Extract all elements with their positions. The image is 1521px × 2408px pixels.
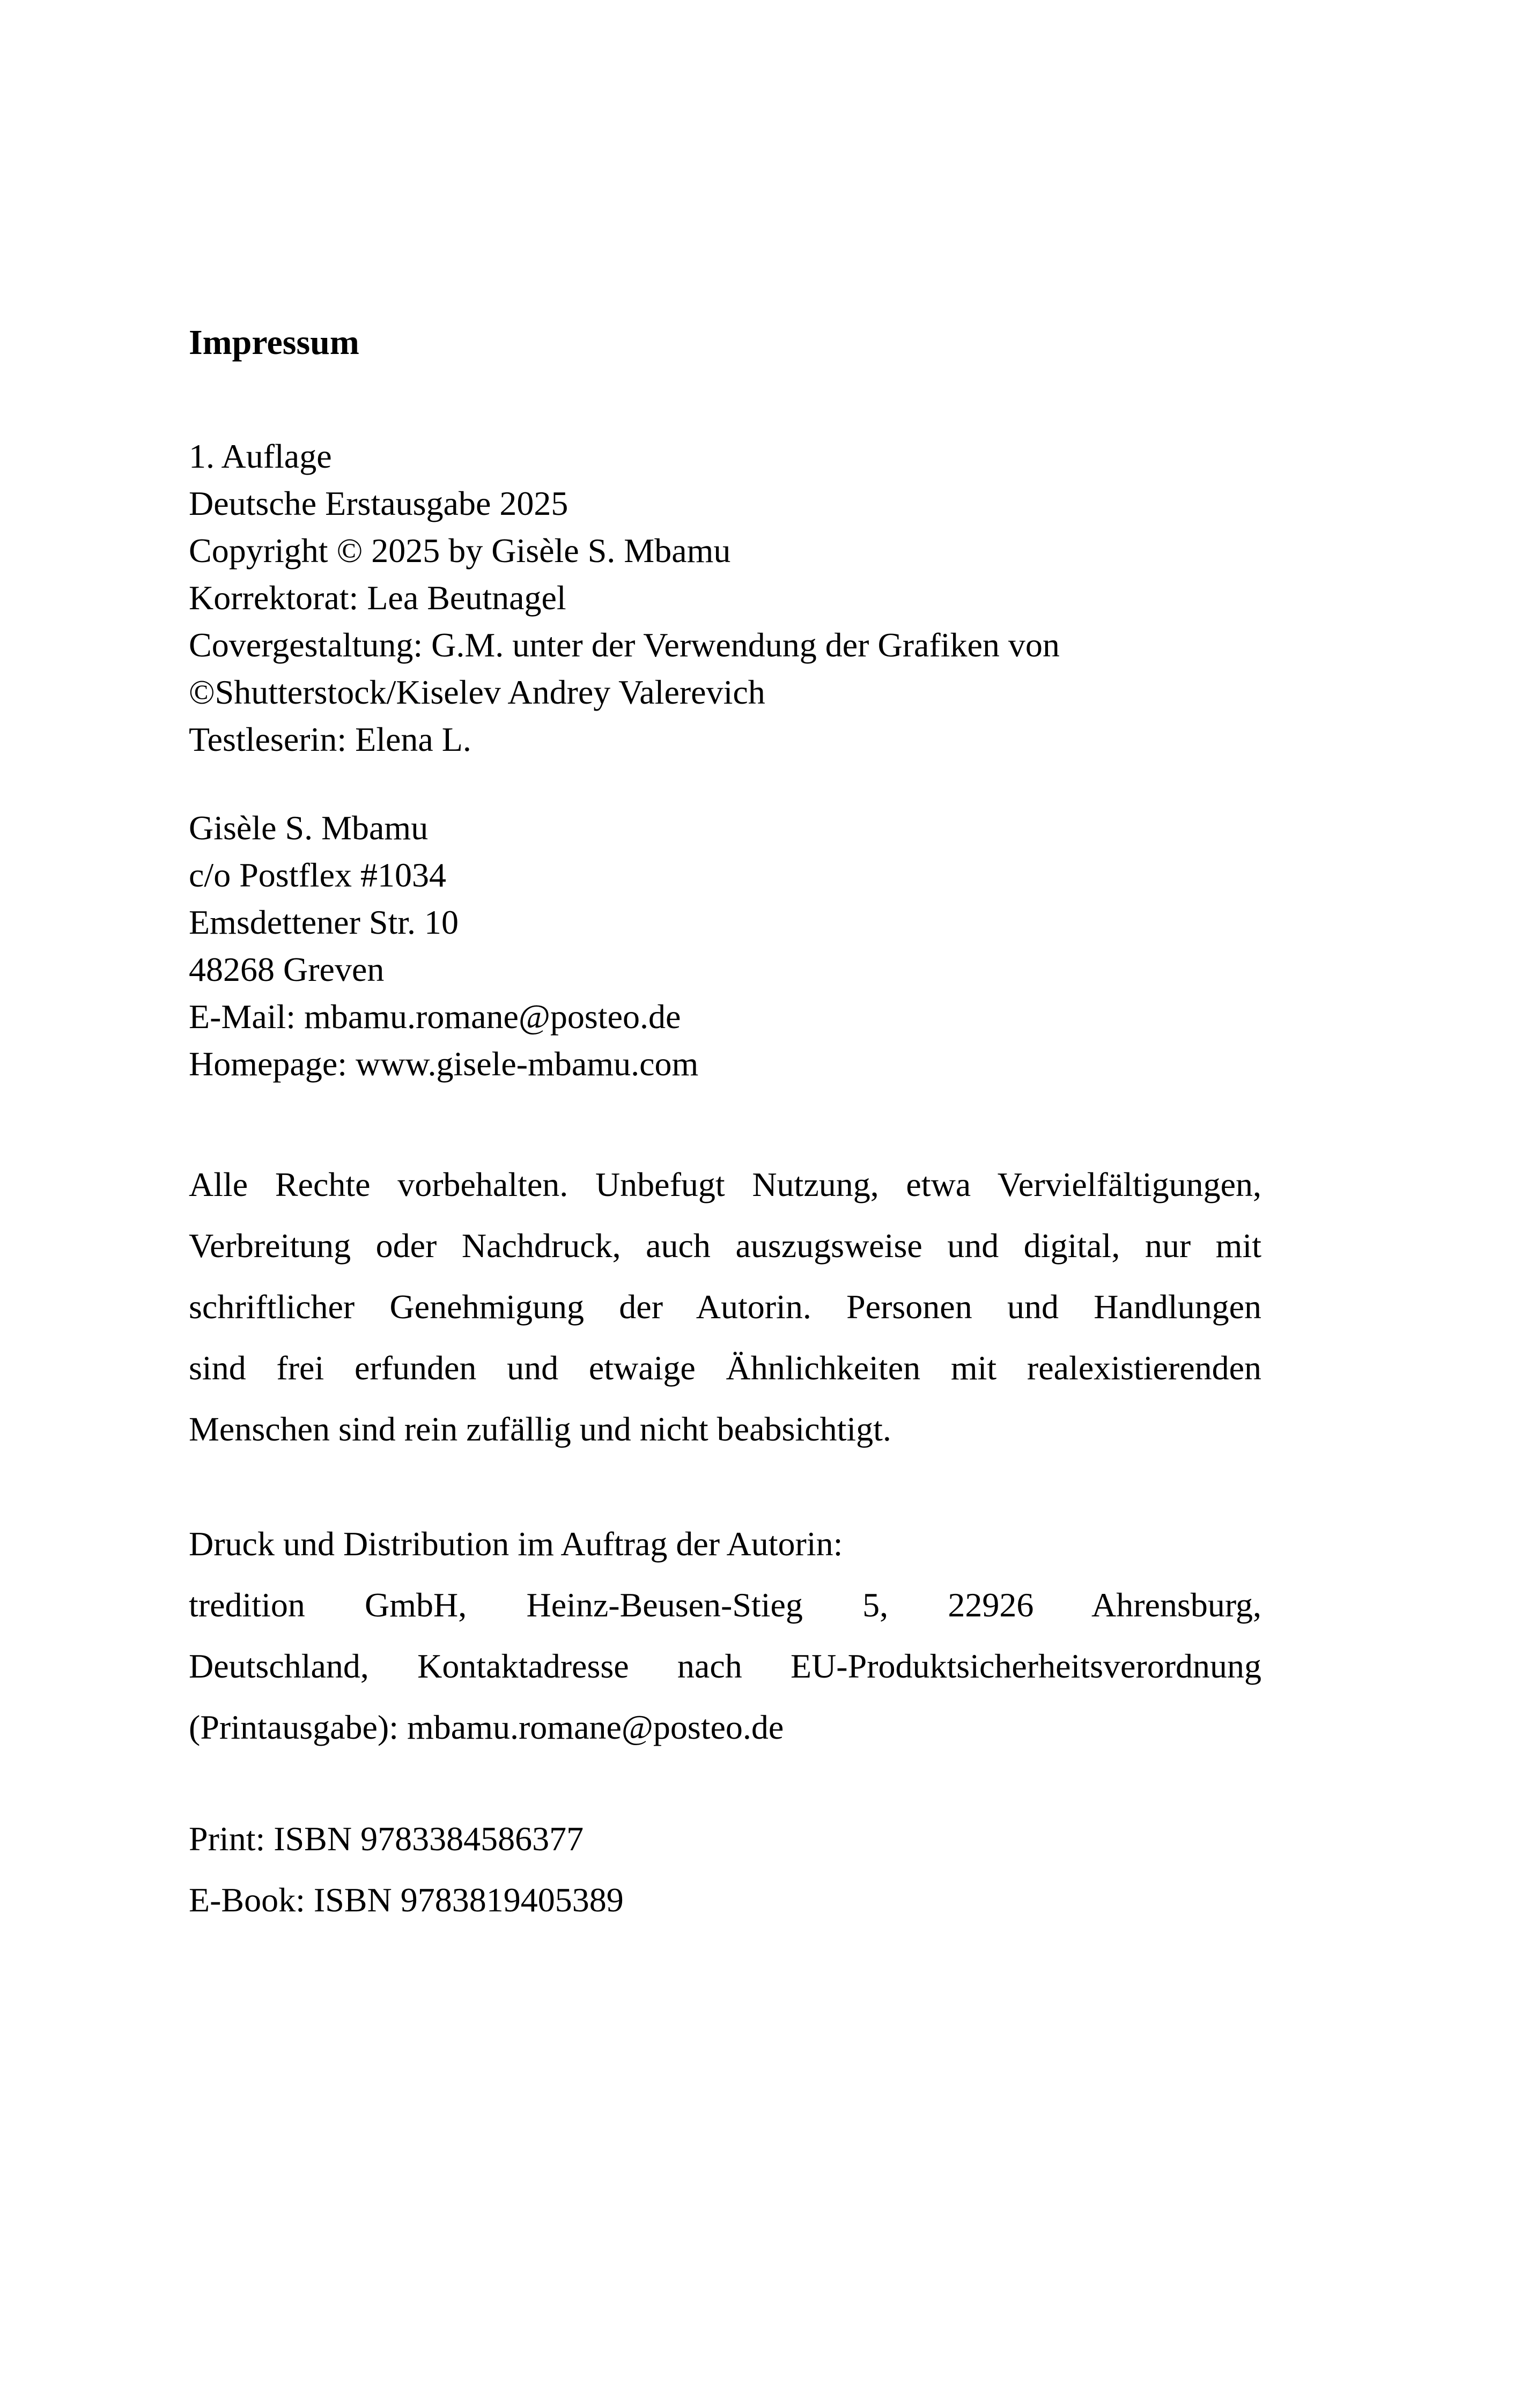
print-line: Deutschland, Kontaktadresse nach EU-Produktsicherheitsverordnung bbox=[189, 1647, 1261, 1685]
edition-line: Covergestaltung: G.M. unter der Verwendung der Grafiken von bbox=[189, 626, 1060, 664]
address-line: c/o Postflex #1034 bbox=[189, 856, 446, 894]
rights-notice bbox=[189, 1154, 1261, 1460]
edition-info bbox=[189, 433, 1060, 763]
print-line: tredition GmbH, Heinz-Beusen-Stieg 5, 22926 Ahrensburg, bbox=[189, 1586, 1261, 1624]
address-line: 48268 Greven bbox=[189, 950, 385, 988]
address-line: Emsdettener Str. 10 bbox=[189, 903, 459, 941]
author-address bbox=[189, 804, 698, 1088]
email-line: E-Mail: mbamu.romane@posteo.de bbox=[189, 998, 681, 1036]
isbn-print: Print: ISBN 9783384586377 bbox=[189, 1820, 584, 1858]
rights-line: Menschen sind rein zufällig und nicht beabsichtigt. bbox=[189, 1410, 891, 1448]
print-distribution bbox=[189, 1513, 1261, 1758]
isbn-info bbox=[189, 1808, 624, 1931]
author-name: Gisèle S. Mbamu bbox=[189, 809, 429, 847]
rights-line: sind frei erfunden und etwaige Ähnlichkeiten mit realexistierenden bbox=[189, 1349, 1261, 1387]
edition-line: Deutsche Erstausgabe 2025 bbox=[189, 484, 568, 522]
homepage-line: Homepage: www.gisele-mbamu.com bbox=[189, 1045, 699, 1083]
isbn-ebook: E-Book: ISBN 9783819405389 bbox=[189, 1881, 624, 1919]
rights-line: Verbreitung oder Nachdruck, auch auszugsweise und digital, nur mit bbox=[189, 1227, 1261, 1265]
rights-line: Alle Rechte vorbehalten. Unbefugt Nutzung, etwa Vervielfältigungen, bbox=[189, 1165, 1261, 1203]
rights-line: schriftlicher Genehmigung der Autorin. Personen und Handlungen bbox=[189, 1288, 1261, 1326]
print-line: Druck und Distribution im Auftrag der Autorin: bbox=[189, 1525, 843, 1563]
edition-line: Korrektorat: Lea Beutnagel bbox=[189, 579, 566, 617]
edition-line: 1. Auflage bbox=[189, 437, 332, 475]
print-line: (Printausgabe): mbamu.romane@posteo.de bbox=[189, 1708, 784, 1746]
copyright-line: Copyright © 2025 by Gisèle S. Mbamu bbox=[189, 531, 731, 570]
edition-line: ©Shutterstock/Kiselev Andrey Valerevich bbox=[189, 673, 765, 711]
page-title: Impressum bbox=[189, 323, 359, 362]
edition-line: Testleserin: Elena L. bbox=[189, 720, 471, 758]
